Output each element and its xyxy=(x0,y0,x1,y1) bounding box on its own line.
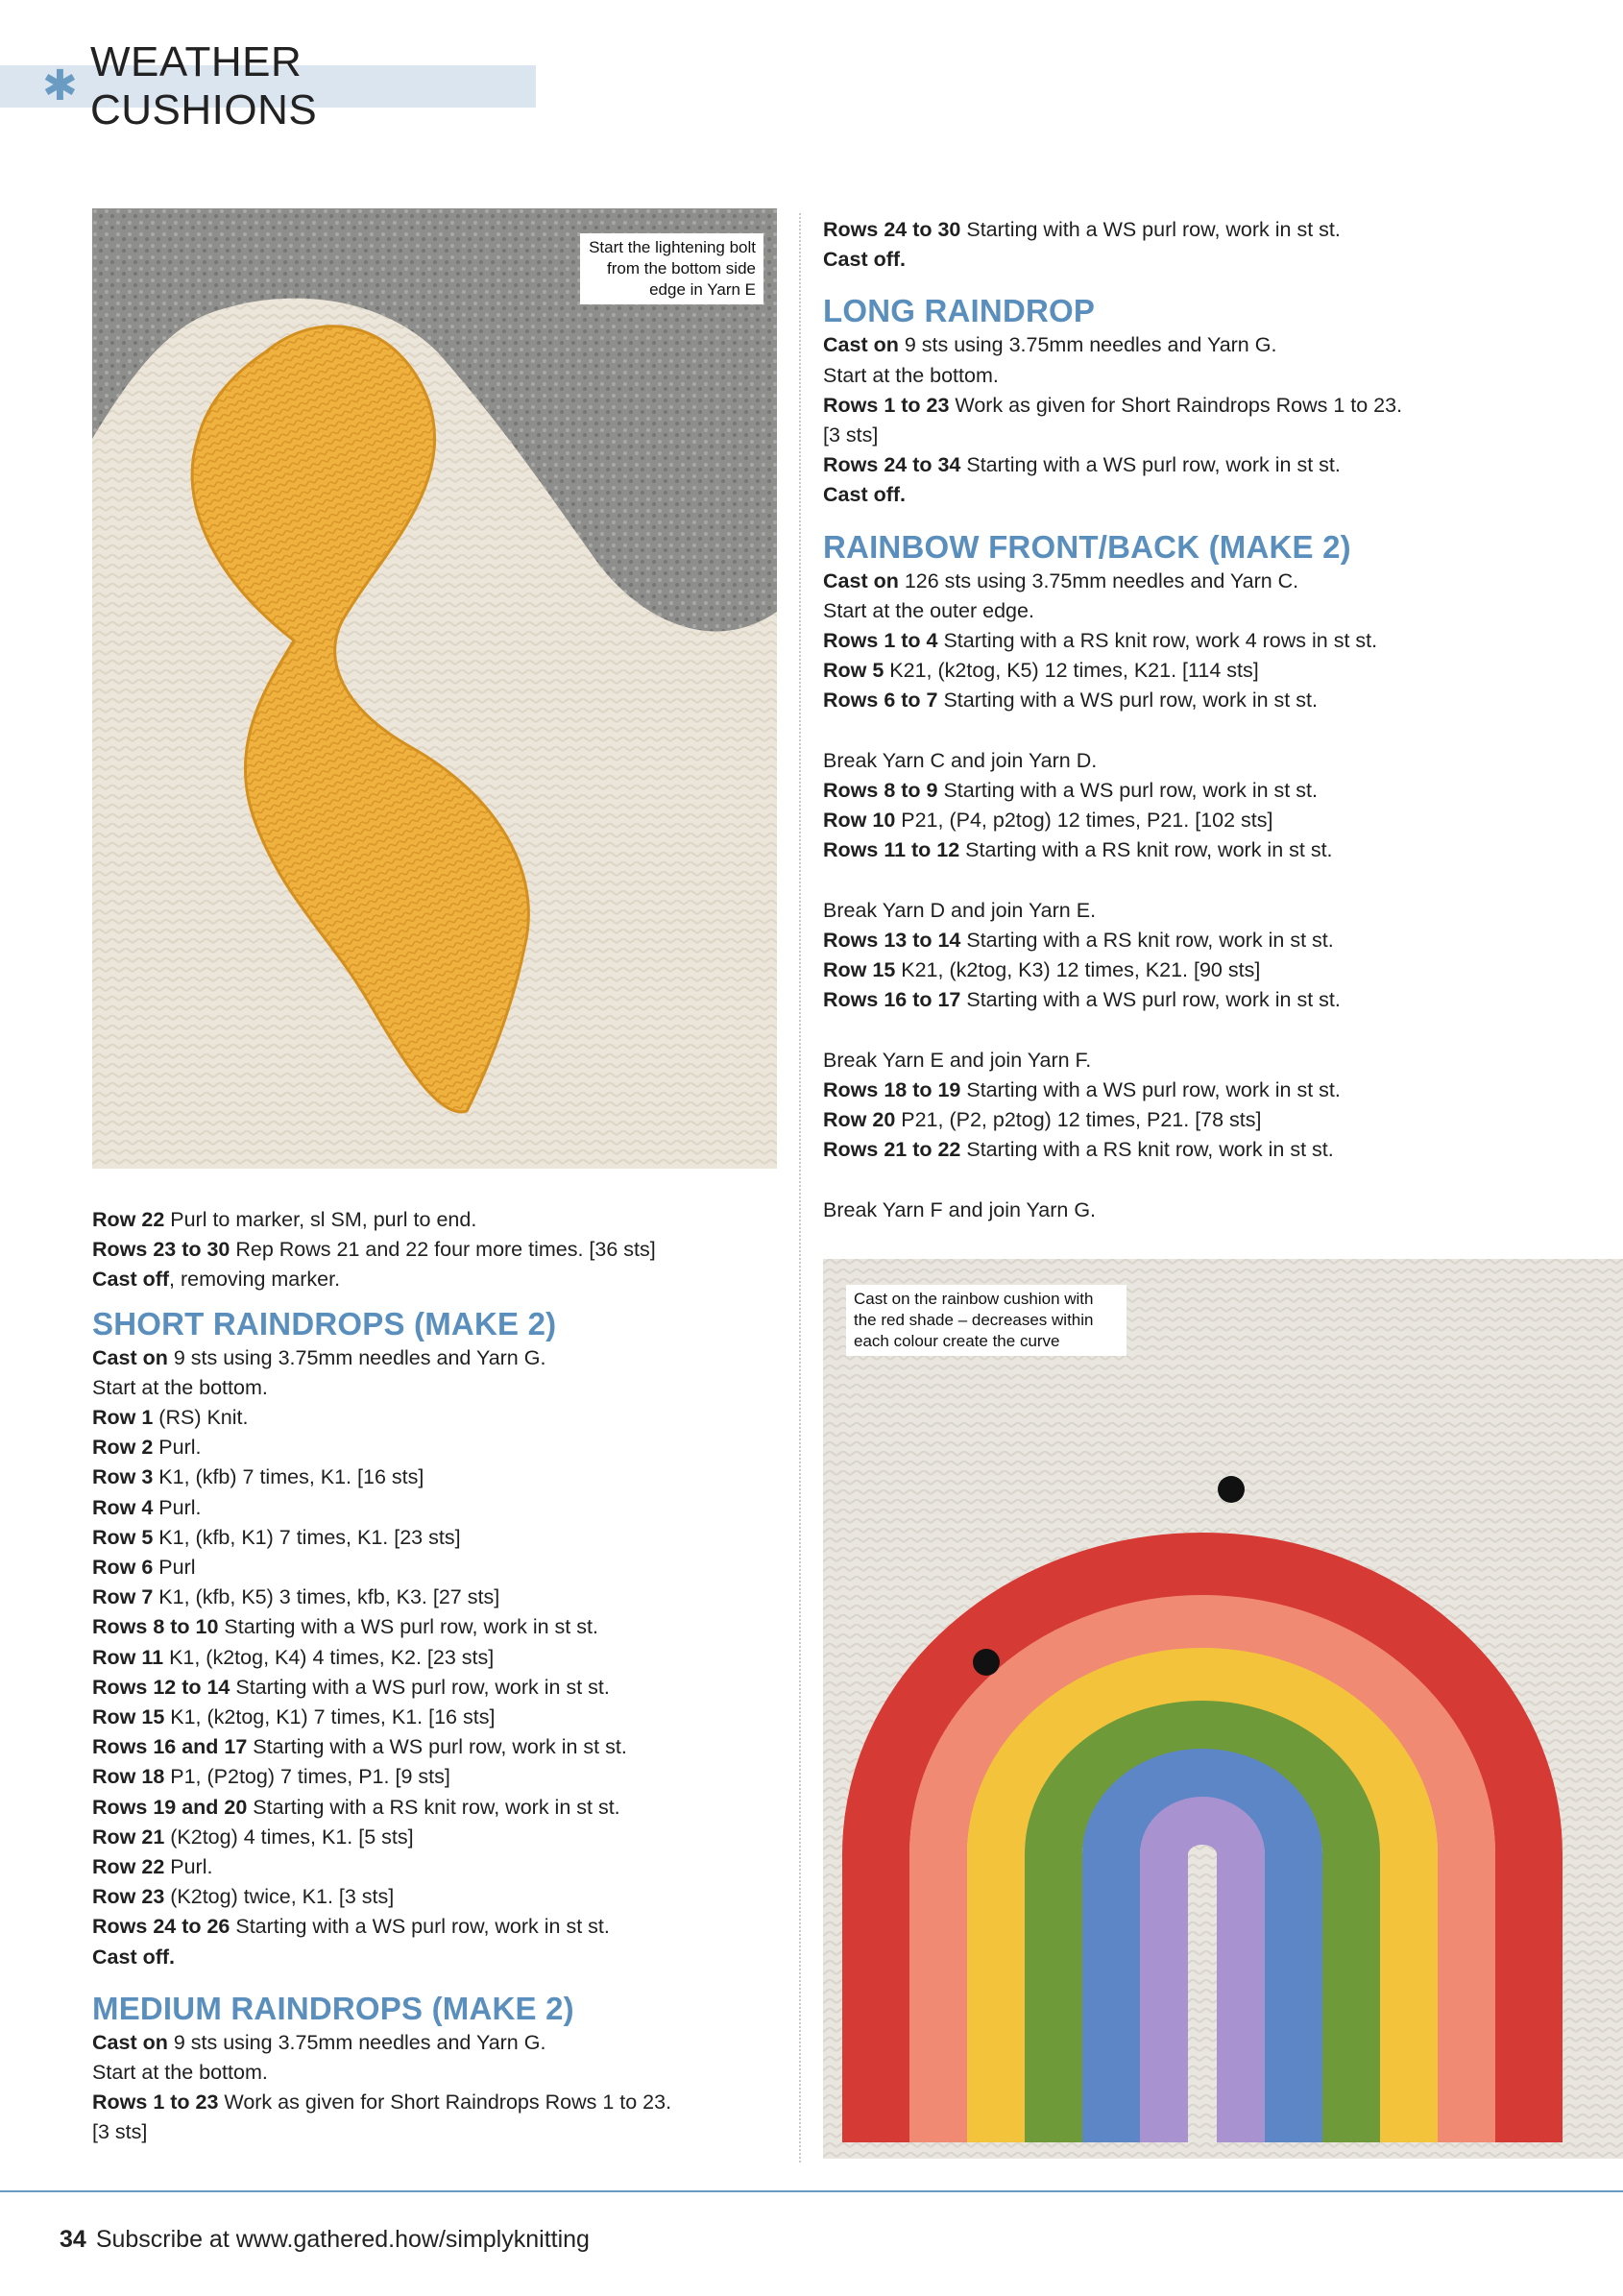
long-raindrop-heading: LONG RAINDROP xyxy=(823,293,1096,329)
rainbow-pattern xyxy=(823,567,1582,1225)
pattern-line: Cast off, removing marker. xyxy=(92,1268,341,1292)
pattern-line: Rows 24 to 30 Starting with a WS purl row, work in st st. xyxy=(823,218,1341,241)
pattern-line: [3 sts] xyxy=(823,423,879,447)
medium-raindrops-pattern xyxy=(92,2028,803,2148)
pattern-line: Row 21 (K2tog) 4 times, K1. [5 sts] xyxy=(92,1825,414,1849)
pattern-line: Start at the bottom. xyxy=(92,2061,268,2085)
pattern-line: Rows 6 to 7 Starting with a WS purl row, work in st st. xyxy=(823,689,1318,713)
footer-rule xyxy=(0,2190,1623,2192)
pattern-line: Row 15 K21, (k2tog, K3) 12 times, K21. [90 sts] xyxy=(823,958,1261,982)
pattern-line: Rows 12 to 14 Starting with a WS purl row, work in st st. xyxy=(92,1675,610,1699)
page-number: 34 xyxy=(60,2226,86,2253)
paragraph-gap xyxy=(823,716,1582,746)
pattern-line: Row 2 Purl. xyxy=(92,1436,202,1460)
continued-rows xyxy=(823,215,1582,275)
pattern-line: Cast on 9 sts using 3.75mm needles and Yarn G. xyxy=(823,333,1277,357)
pattern-line: Cast on 126 sts using 3.75mm needles and Yarn C. xyxy=(823,568,1299,592)
pattern-line: Row 7 K1, (kfb, K5) 3 times, kfb, K3. [27 sts] xyxy=(92,1585,500,1609)
right-text-column xyxy=(823,215,1582,1225)
pattern-line: Cast off. xyxy=(823,483,906,507)
pattern-line: Row 1 (RS) Knit. xyxy=(92,1406,249,1430)
pattern-line: Cast on 9 sts using 3.75mm needles and Yarn G. xyxy=(92,1345,546,1369)
pattern-line: Rows 24 to 26 Starting with a WS purl row, work in st st. xyxy=(92,1915,610,1939)
paragraph-gap xyxy=(823,866,1582,896)
pattern-line: Row 18 P1, (P2tog) 7 times, P1. [9 sts] xyxy=(92,1765,450,1789)
pattern-line: Rows 24 to 34 Starting with a WS purl row, work in st st. xyxy=(823,453,1341,477)
medium-raindrops-heading: MEDIUM RAINDROPS (MAKE 2) xyxy=(92,1990,574,2026)
subscribe-text: Subscribe at www.gathered.how/simplyknitting xyxy=(95,2226,590,2253)
pattern-line: Break Yarn F and join Yarn G. xyxy=(823,1197,1097,1221)
paragraph-gap xyxy=(823,1166,1582,1196)
pattern-line: [3 sts] xyxy=(92,2120,148,2144)
bolt-photo-caption: Start the lightening bolt from the bottom side edge in Yarn E xyxy=(580,233,763,304)
pattern-line: Rows 1 to 4 Starting with a RS knit row, work 4 rows in st st. xyxy=(823,629,1378,653)
pattern-line: Row 6 Purl xyxy=(92,1556,196,1580)
pattern-line: Row 10 P21, (P4, p2tog) 12 times, P21. [102 sts] xyxy=(823,809,1273,833)
pattern-line: Rows 23 to 30 Rep Rows 21 and 22 four more times. [36 sts] xyxy=(92,1238,656,1262)
pattern-line: Rows 16 and 17 Starting with a WS purl row, work in st st. xyxy=(92,1735,627,1759)
page-footer xyxy=(60,2226,590,2254)
pattern-line: Cast off. xyxy=(823,248,906,272)
rainbow-photo-caption: Cast on the rainbow cushion with the red shade – decreases within each colour create the curve xyxy=(846,1285,1126,1356)
section-header xyxy=(0,38,536,133)
pattern-line: Row 22 Purl to marker, sl SM, purl to end. xyxy=(92,1208,477,1231)
pattern-line: Row 23 (K2tog) twice, K1. [3 sts] xyxy=(92,1885,395,1909)
pattern-line: Break Yarn D and join Yarn E. xyxy=(823,898,1097,922)
pattern-line: Rows 11 to 12 Starting with a RS knit row, work in st st. xyxy=(823,838,1333,862)
long-raindrop-pattern xyxy=(823,330,1582,510)
column-divider xyxy=(799,213,801,2163)
pattern-line: Row 22 Purl. xyxy=(92,1855,213,1879)
pattern-line: Cast on 9 sts using 3.75mm needles and Yarn G. xyxy=(92,2030,546,2054)
pattern-line: Start at the outer edge. xyxy=(823,598,1034,622)
pattern-line: Rows 18 to 19 Starting with a WS purl row, work in st st. xyxy=(823,1078,1341,1102)
pattern-line: Row 11 K1, (k2tog, K4) 4 times, K2. [23 sts] xyxy=(92,1645,495,1669)
short-raindrops-heading: SHORT RAINDROPS (MAKE 2) xyxy=(92,1305,557,1341)
pattern-line: Row 5 K21, (k2tog, K5) 12 times, K21. [114 sts] xyxy=(823,659,1259,683)
pattern-line: Start at the bottom. xyxy=(92,1375,268,1399)
pattern-line: Row 15 K1, (k2tog, K1) 7 times, K1. [16 sts] xyxy=(92,1705,496,1729)
pattern-line: Cast off. xyxy=(92,1945,175,1969)
pattern-line: Rows 16 to 17 Starting with a WS purl row, work in st st. xyxy=(823,988,1341,1012)
pattern-line: Row 20 P21, (P2, p2tog) 12 times, P21. [78 sts] xyxy=(823,1108,1262,1132)
short-raindrops-pattern xyxy=(92,1343,803,1972)
pattern-line: Rows 19 and 20 Starting with a RS knit row, work in st st. xyxy=(92,1795,620,1819)
rainbow-cushion-photo xyxy=(823,1259,1623,2159)
pattern-line: Rows 8 to 9 Starting with a WS purl row, work in st st. xyxy=(823,779,1318,803)
asterisk-icon: ✱ xyxy=(42,62,78,109)
pattern-line: Start at the bottom. xyxy=(823,363,999,387)
section-title: WEATHER CUSHIONS xyxy=(90,38,318,133)
pattern-line: Rows 8 to 10 Starting with a WS purl row, work in st st. xyxy=(92,1615,598,1639)
paragraph-gap xyxy=(823,1016,1582,1046)
pattern-line: Row 3 K1, (kfb) 7 times, K1. [16 sts] xyxy=(92,1465,424,1489)
pattern-line: Rows 1 to 23 Work as given for Short Raindrops Rows 1 to 23. xyxy=(823,393,1403,417)
pattern-line: Row 5 K1, (kfb, K1) 7 times, K1. [23 sts] xyxy=(92,1525,461,1549)
pattern-line: Row 4 Purl. xyxy=(92,1495,202,1519)
rainbow-heading: RAINBOW FRONT/BACK (MAKE 2) xyxy=(823,528,1351,565)
left-text-column xyxy=(92,1205,803,2148)
intro-rows xyxy=(92,1205,803,1295)
lightning-bolt-cushion-photo xyxy=(92,208,777,1169)
pattern-line: Rows 13 to 14 Starting with a RS knit row, work in st st. xyxy=(823,929,1334,953)
pattern-line: Rows 1 to 23 Work as given for Short Raindrops Rows 1 to 23. xyxy=(92,2091,672,2115)
pattern-line: Break Yarn C and join Yarn D. xyxy=(823,748,1098,772)
pattern-line: Break Yarn E and join Yarn F. xyxy=(823,1048,1092,1072)
pattern-line: Rows 21 to 22 Starting with a RS knit row, work in st st. xyxy=(823,1138,1334,1162)
